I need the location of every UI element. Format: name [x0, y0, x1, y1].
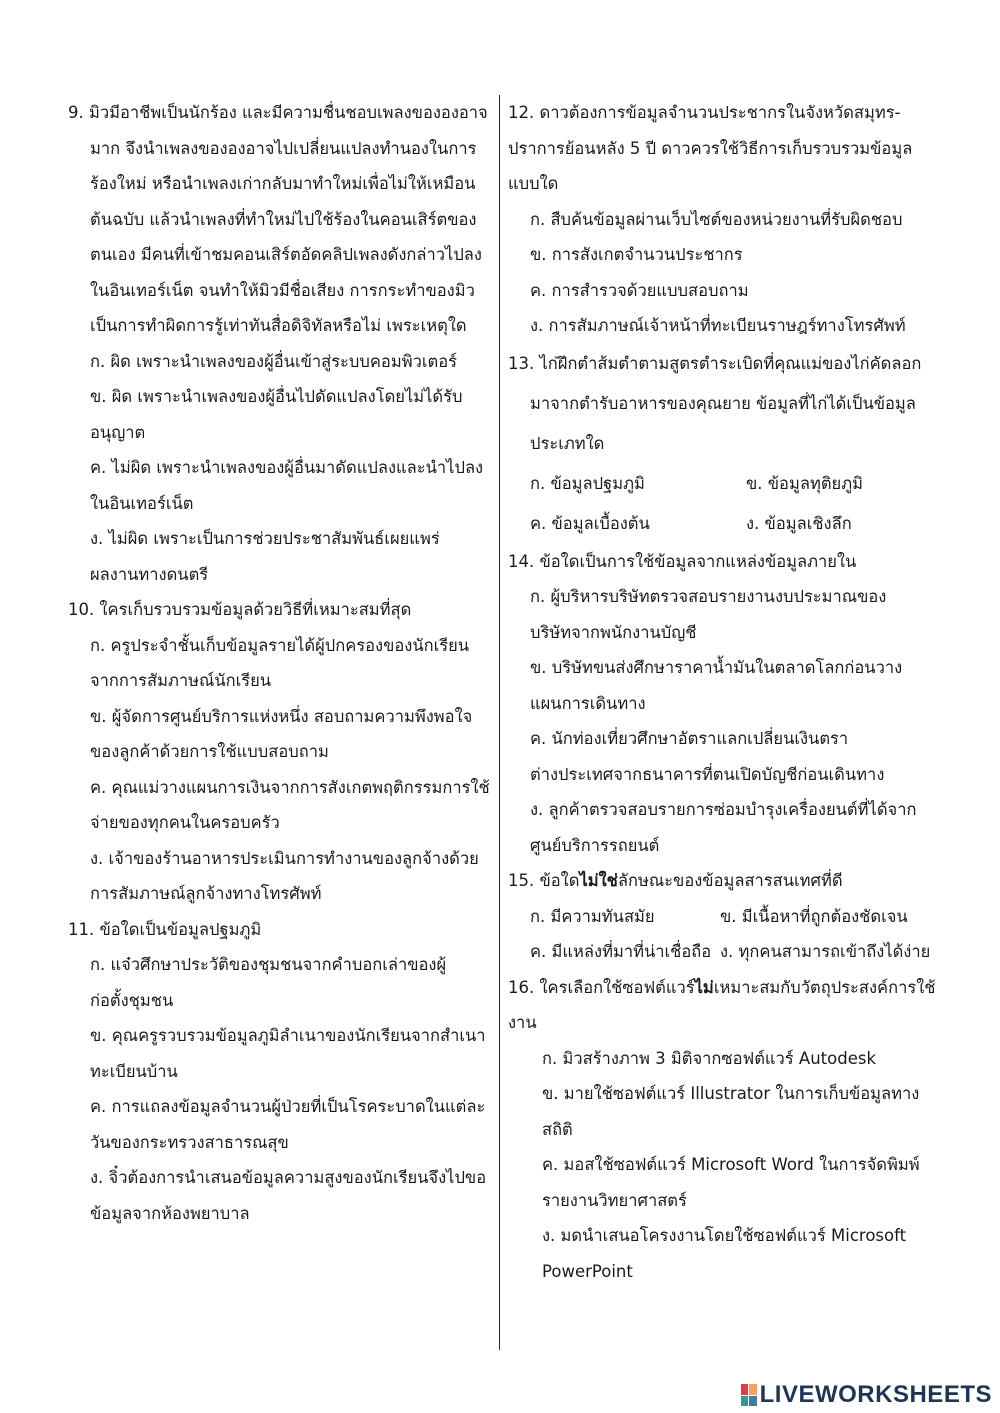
option-text: ข. ผู้จัดการศูนย์บริการแห่งหนึ่ง สอบถามความพึงพอใจ: [90, 706, 473, 726]
question-13-option-c[interactable]: ค. ข้อมูลเบื้องต้น: [530, 513, 650, 533]
question-9: [68, 95, 492, 592]
option-text-cont: PowerPoint: [542, 1261, 633, 1281]
stem-line: ในอินเทอร์เน็ต จนทำให้มิวมีชื่อเสียง การกระทำของมิว: [90, 280, 475, 300]
option-text-cont: ต่างประเทศจากธนาคารที่ตนเปิดบัญชีก่อนเดินทาง: [530, 764, 885, 784]
option-text-cont: บริษัทจากพนักงานบัญชี: [530, 622, 697, 642]
option-text-cont: ข้อมูลจากห้องพยาบาล: [90, 1203, 250, 1223]
option-text-cont: วันของกระทรวงสาธารณสุข: [90, 1132, 289, 1152]
stem-line: ต้นฉบับ แล้วนำเพลงที่ทำใหม่ไปใช้ร้องในคอนเสิร์ตของ: [90, 209, 477, 229]
stem-line: 9. มิวมีอาชีพเป็นนักร้อง และมีความชื่นชอบเพลงขององอาจ: [68, 103, 488, 122]
option-text: ก. ครูประจำชั้นเก็บข้อมูลรายได้ผู้ปกครองของนักเรียน: [90, 635, 470, 655]
stem-line: เป็นการทำผิดการรู้เท่าทันสื่อดิจิทัลหรือไม่ เพระเหตุใด: [90, 316, 467, 335]
option-text-cont: อนุญาต: [90, 422, 146, 442]
option-text: ง. เจ้าของร้านอาหารประเมินการทำงานของลูกจ้างด้วย: [90, 848, 479, 868]
stem-line: 12. ดาวต้องการข้อมูลจำนวนประชากรในจังหวัดสมุทร-: [508, 103, 901, 122]
option-text-cont: รายงานวิทยาศาสตร์: [542, 1190, 687, 1210]
stem-line: แบบใด: [508, 174, 559, 193]
question-13-stem: [508, 344, 940, 464]
option-text: ก. แจ๋วศึกษาประวัติของชุมชนจากคำบอกเล่าของผู้: [90, 955, 447, 974]
stem-line: งาน: [508, 1013, 537, 1032]
question-9-option-a[interactable]: [68, 344, 492, 380]
stem-suffix: เหมาะสมกับวัตถุประสงค์การใช้: [713, 977, 936, 997]
question-16-option-d[interactable]: [508, 1218, 940, 1289]
stem-line: มาก จึงนำเพลงขององอาจไปเปลี่ยนแปลงทำนองในการ: [90, 138, 477, 158]
question-10-option-d[interactable]: [68, 841, 492, 912]
left-column: [68, 95, 492, 1231]
question-12-stem: [508, 95, 940, 202]
option-text: ค. การแถลงข้อมูลจำนวนผู้ป่วยที่เป็นโรคระบาดในแต่ละ: [90, 1097, 486, 1116]
question-14-option-a[interactable]: [508, 579, 940, 650]
option-text: ค. ไม่ผิด เพราะนำเพลงของผู้อื่นมาดัดแปลงและนำไปลง: [90, 458, 484, 477]
option-text: ก. ผู้บริหารบริษัทตรวจสอบรายงานงบประมาณของ: [530, 587, 887, 606]
question-10-stem: 10. ใครเก็บรวบรวมข้อมูลด้วยวิธีที่เหมาะสมที่สุด: [68, 600, 412, 619]
option-text: ค. มอสใช้ซอฟต์แวร์ Microsoft Word ในการจัดพิมพ์: [542, 1155, 920, 1174]
question-9-option-b[interactable]: [68, 379, 492, 450]
stem-line: ปราการย้อนหลัง 5 ปี ดาวควรใช้วิธีการเก็บรวบรวมข้อมูล: [508, 138, 913, 158]
question-10-option-c[interactable]: [68, 770, 492, 841]
stem-line: ร้องใหม่ หรือนำเพลงเก่ากลับมาทำใหม่เพื่อไม่ให้เหมือน: [90, 174, 476, 193]
option-text-cont: แผนการเดินทาง: [530, 693, 646, 713]
stem-emphasis: ไม่ใช่: [579, 871, 618, 890]
question-14-option-b[interactable]: [508, 650, 940, 721]
question-13-option-a[interactable]: ก. ข้อมูลปฐมภูมิ: [530, 473, 645, 493]
question-12-option-c[interactable]: ค. การสำรวจด้วยแบบสอบถาม: [530, 280, 749, 300]
stem-prefix: 15. ข้อใด: [508, 871, 580, 890]
question-13: [508, 344, 940, 544]
question-16-option-c[interactable]: [508, 1147, 940, 1218]
question-14-stem: 14. ข้อใดเป็นการใช้ข้อมูลจากแหล่งข้อมูลภายใน: [508, 551, 857, 571]
option-text: ง. มดนำเสนอโครงงานโดยใช้ซอฟต์แวร์ Microsoft: [542, 1226, 907, 1245]
question-14-option-d[interactable]: [508, 792, 940, 863]
question-12-option-a[interactable]: ก. สืบค้นข้อมูลผ่านเว็บไซต์ของหน่วยงานที่รับผิดชอบ: [530, 209, 903, 229]
question-14-option-c[interactable]: [508, 721, 940, 792]
option-text-cont: สถิติ: [542, 1119, 573, 1139]
question-15-option-c[interactable]: ค. มีแหล่งที่มาที่น่าเชื่อถือ: [530, 942, 712, 961]
question-11-option-c[interactable]: [68, 1089, 492, 1160]
option-text-cont: ผลงานทางดนตรี: [90, 564, 209, 584]
stem-suffix: ลักษณะของข้อมูลสารสนเทศที่ดี: [617, 871, 843, 890]
option-text: ง. ลูกค้าตรวจสอบรายการซ่อมบำรุงเครื่องยนต์ที่ได้จาก: [530, 800, 917, 819]
stem-line: มาจากตำรับอาหารของคุณยาย ข้อมูลที่ไก่ได้เป็นข้อมูล: [530, 393, 916, 413]
right-column: [508, 95, 940, 1289]
question-15: [508, 863, 940, 970]
question-11-option-d[interactable]: [68, 1160, 492, 1231]
stem-prefix: 16. ใครเลือกใช้ซอฟต์แวร์: [508, 977, 695, 997]
question-11-stem: 11. ข้อใดเป็นข้อมูลปฐมภูมิ: [68, 919, 262, 939]
question-10-option-a[interactable]: [68, 628, 492, 699]
option-text: ก. ผิด เพราะนำเพลงของผู้อื่นเข้าสู่ระบบคอมพิวเตอร์: [90, 351, 457, 371]
option-text-cont: จ่ายของทุกคนในครอบครัว: [90, 813, 280, 832]
option-text-cont: ทะเบียนบ้าน: [90, 1061, 178, 1081]
question-16-stem: [508, 970, 940, 1041]
option-text: ก. มิวสร้างภาพ 3 มิติจากซอฟต์แวร์ Autodesk: [542, 1048, 876, 1068]
question-13-options-row-1: [508, 464, 940, 504]
question-10: [68, 592, 492, 912]
question-15-option-d[interactable]: ง. ทุกคนสามารถเข้าถึงได้ง่าย: [720, 942, 931, 961]
question-15-stem: [508, 863, 940, 899]
option-text: ค. คุณแม่วางแผนการเงินจากการสังเกตพฤติกรรมการใช้: [90, 777, 490, 797]
option-text: ง. จิ๋วต้องการนำเสนอข้อมูลความสูงของนักเรียนจึงไปขอ: [90, 1168, 487, 1187]
question-13-options-row-2: [508, 504, 940, 544]
question-13-option-b[interactable]: ข. ข้อมูลทุติยภูมิ: [746, 473, 863, 493]
question-11-option-b[interactable]: [68, 1018, 492, 1089]
option-text: ง. ไม่ผิด เพราะเป็นการช่วยประชาสัมพันธ์เผยแพร่: [90, 529, 440, 548]
question-11-option-a[interactable]: [68, 947, 492, 1018]
liveworksheets-logo[interactable]: [741, 1381, 992, 1409]
liveworksheets-logo-icon: [741, 1384, 757, 1406]
question-15-options-row-2: [508, 934, 940, 970]
option-text-cont: ก่อตั้งชุมชน: [90, 990, 174, 1010]
option-text-cont: การสัมภาษณ์ลูกจ้างทางโทรศัพท์: [90, 884, 322, 903]
logo-text: LIVEWORKSHEETS: [759, 1381, 992, 1408]
question-14: [508, 544, 940, 864]
question-16-option-b[interactable]: [508, 1076, 940, 1147]
stem-line: ประเภทใด: [530, 433, 605, 453]
question-12: [508, 95, 940, 344]
option-text-cont: ในอินเทอร์เน็ต: [90, 493, 194, 513]
option-text: ข. มายใช้ซอฟต์แวร์ Illustrator ในการเก็บข้อมูลทาง: [542, 1084, 920, 1103]
option-text: ข. บริษัทขนส่งศึกษาราคาน้ำมันในตลาดโลกก่อนวาง: [530, 658, 903, 677]
option-text-cont: จากการสัมภาษณ์นักเรียน: [90, 671, 272, 690]
option-text: ค. นักท่องเที่ยวศึกษาอัตราแลกเปลี่ยนเงินตรา: [530, 729, 849, 748]
question-16-option-a[interactable]: [508, 1041, 940, 1077]
question-12-option-b[interactable]: ข. การสังเกตจำนวนประชากร: [530, 245, 743, 264]
question-9-stem: [68, 95, 492, 344]
question-12-option-d[interactable]: ง. การสัมภาษณ์เจ้าหน้าที่ทะเบียนราษฎร์ทางโทรศัพท์: [530, 316, 906, 335]
question-15-option-a[interactable]: ก. มีความทันสมัย: [530, 906, 655, 926]
question-9-option-d[interactable]: [68, 521, 492, 592]
column-divider: [499, 95, 500, 1350]
question-16: [508, 970, 940, 1290]
stem-emphasis: ไม่: [694, 977, 714, 997]
option-text-cont: ของลูกค้าด้วยการใช้แบบสอบถาม: [90, 742, 329, 761]
question-15-option-b[interactable]: ข. มีเนื้อหาที่ถูกต้องชัดเจน: [720, 906, 908, 926]
question-10-option-b[interactable]: [68, 699, 492, 770]
option-text: ข. ผิด เพราะนำเพลงของผู้อื่นไปดัดแปลงโดยไม่ได้รับ: [90, 387, 463, 406]
question-15-options-row-1: [508, 899, 940, 935]
stem-line: ตนเอง มีคนที่เข้าชมคอนเสิร์ตอัดคลิปเพลงดังกล่าวไปลง: [90, 245, 482, 264]
option-text: ข. คุณครูรวบรวมข้อมูลภูมิลำเนาของนักเรียนจากสำเนา: [90, 1026, 486, 1045]
question-13-option-d[interactable]: ง. ข้อมูลเชิงลึก: [746, 513, 852, 533]
question-9-option-c[interactable]: [68, 450, 492, 521]
option-text-cont: ศูนย์บริการรถยนต์: [530, 835, 660, 855]
stem-line: 13. ไก่ฝึกตำส้มตำตามสูตรตำระเบิดที่คุณแม่ของไก่คัดลอก: [508, 353, 922, 373]
question-11: [68, 912, 492, 1232]
